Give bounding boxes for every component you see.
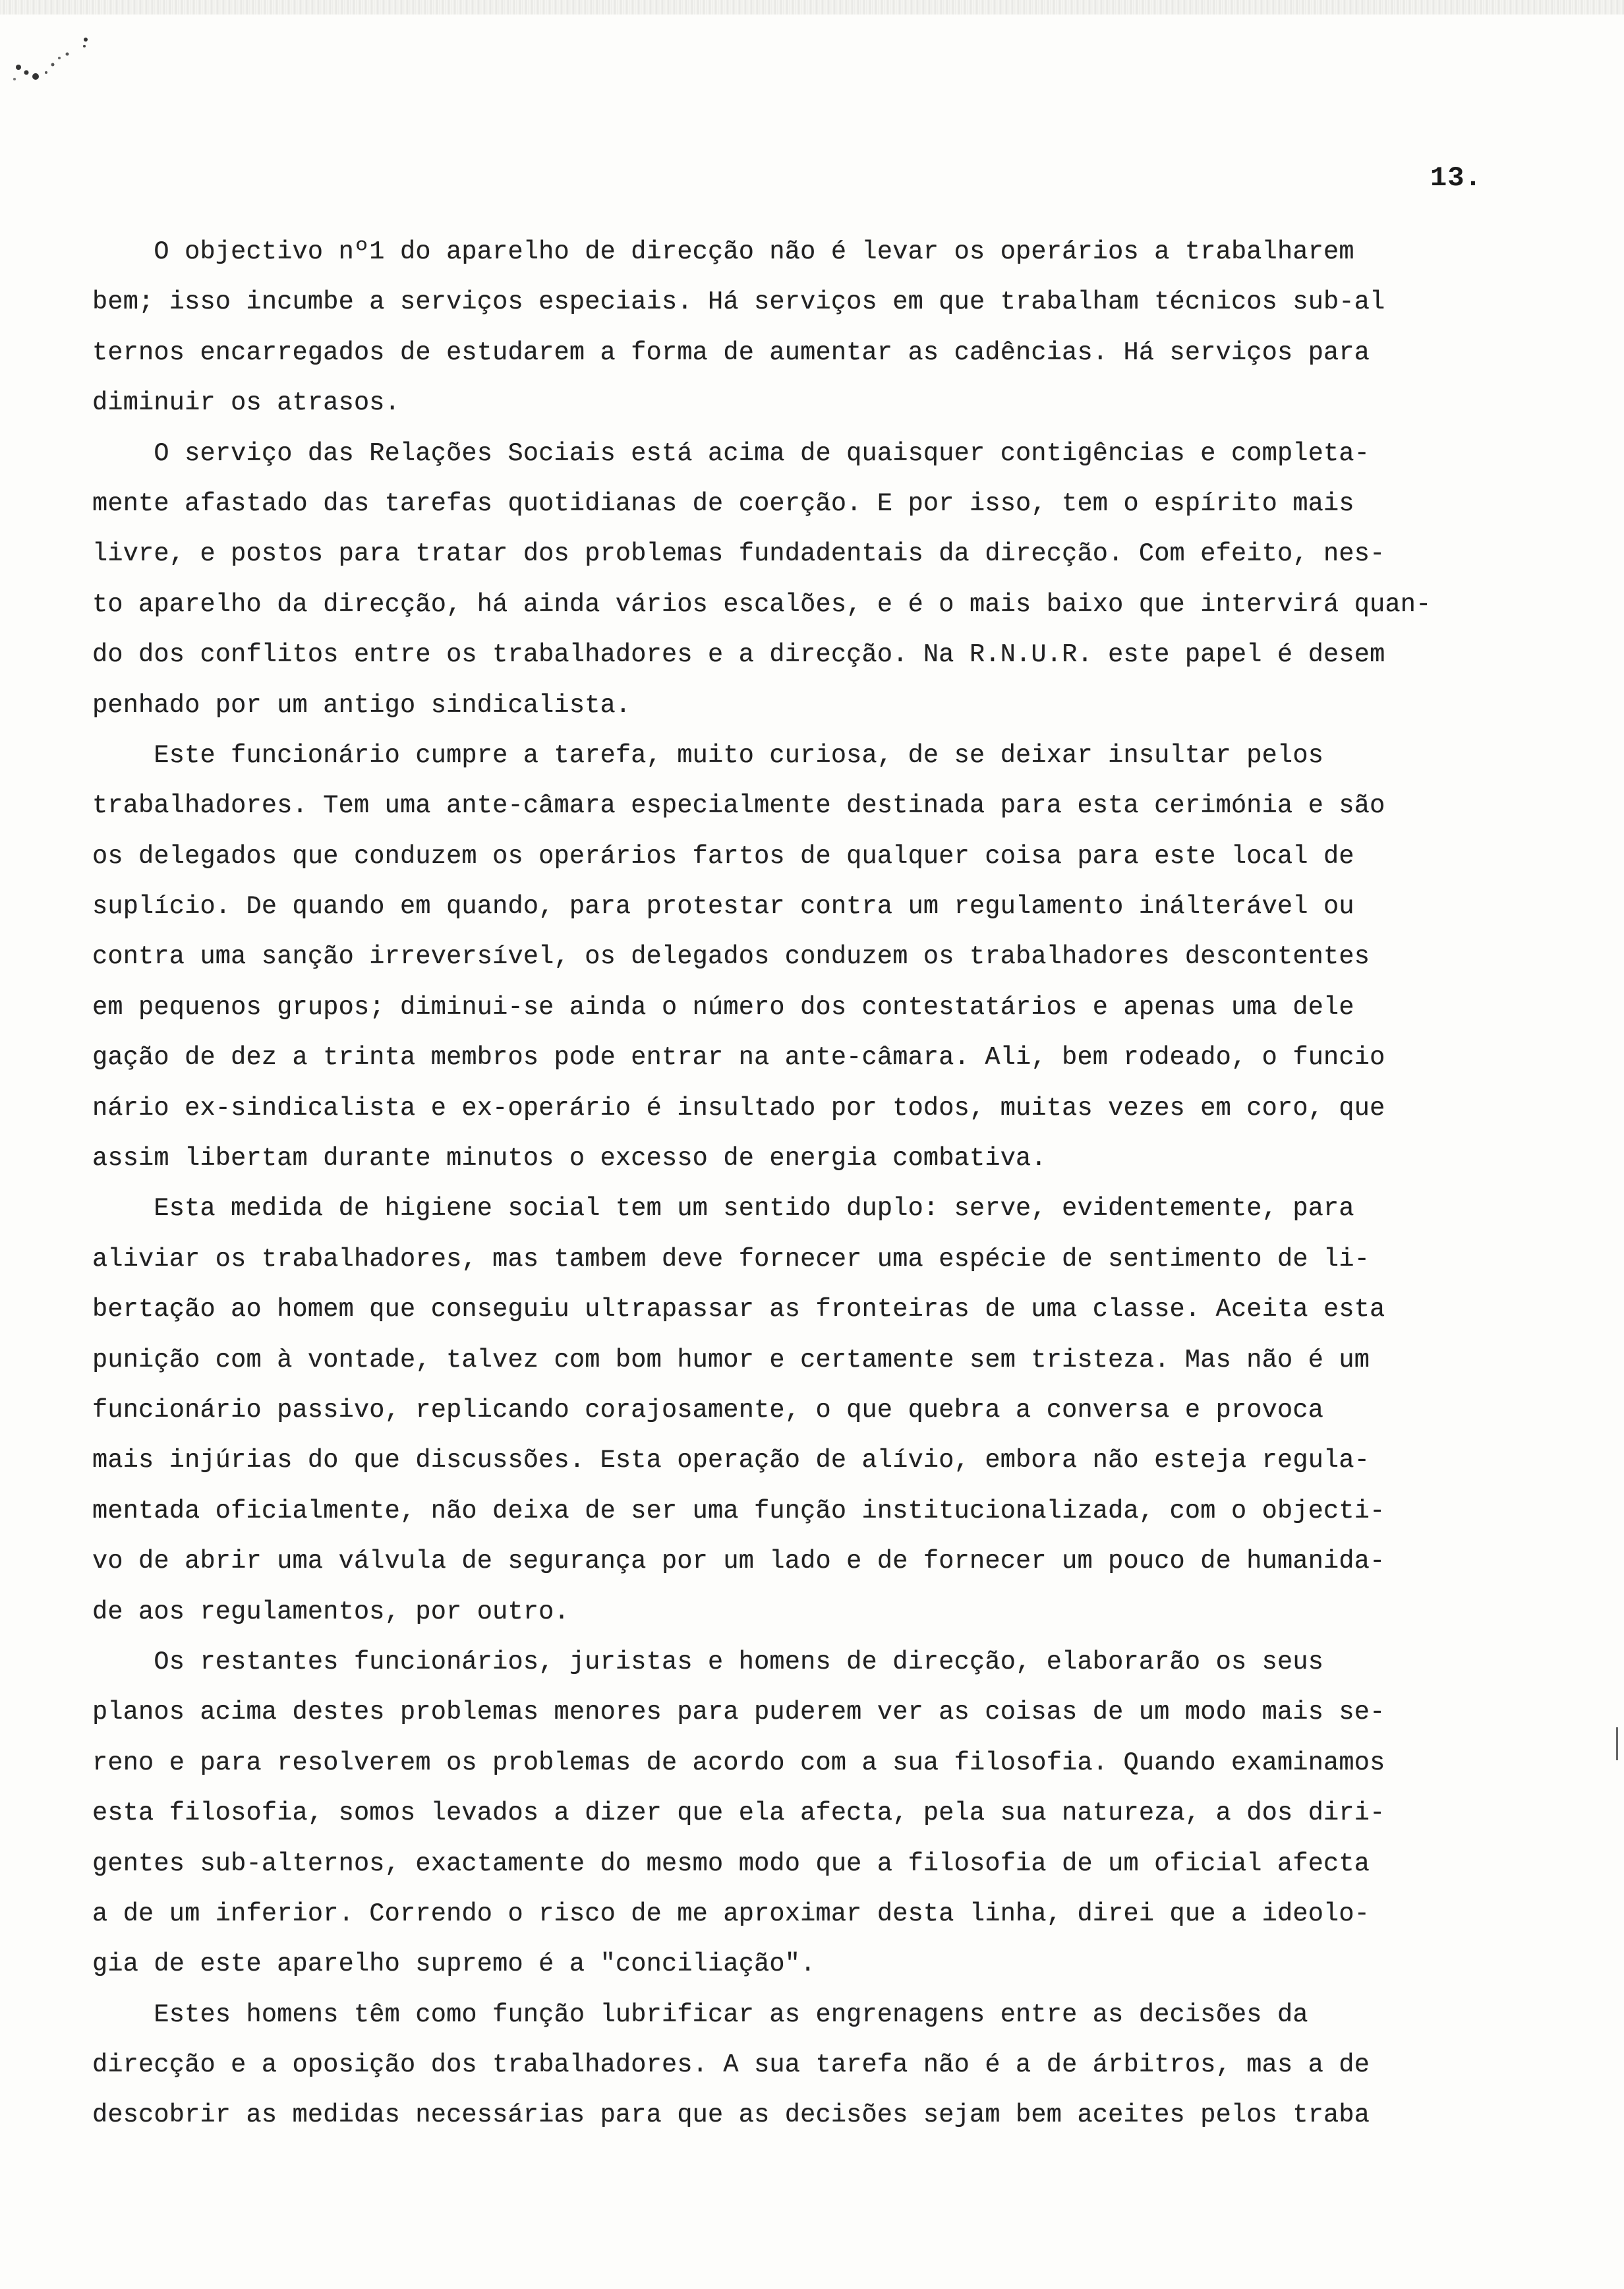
text-line: Os restantes funcionários, juristas e homens de direcção, elaborarão os seus [92,1647,1324,1677]
text-line: esta filosofia, somos levados a dizer que ela afecta, pela sua natureza, a dos diri- [92,1798,1385,1828]
text-line: planos acima destes problemas menores para puderem ver as coisas de um modo mais se- [92,1698,1385,1727]
text-line: aliviar os trabalhadores, mas tambem deve fornecer uma espécie de sentimento de li- [92,1244,1370,1274]
text-line: penhado por um antigo sindicalista. [92,690,631,720]
text-line: to aparelho da direcção, há ainda vários escalões, e é o mais baixo que intervirá quan- [92,589,1432,619]
text-line: suplício. De quando em quando, para protestar contra um regulamento inálterável ou [92,892,1354,922]
text-line: Este funcionário cumpre a tarefa, muito curiosa, de se deixar insultar pelos [92,740,1324,770]
text-line: trabalhadores. Tem uma ante-câmara especialmente destinada para esta cerimónia e são [92,791,1385,821]
text-line: assim libertam durante minutos o excesso de energia combativa. [92,1144,1047,1174]
text-line: gação de dez a trinta membros pode entrar na ante-câmara. Ali, bem rodeado, o funcio [92,1043,1385,1073]
text-line: descobrir as medidas necessárias para que as decisões sejam bem aceites pelos traba [92,2100,1370,2130]
text-line: O objectivo nº1 do aparelho de direcção não é levar os operários a trabalharem [92,237,1354,266]
scan-corner-marks [7,26,92,99]
text-line: Esta medida de higiene social tem um sentido duplo: serve, evidentemente, para [92,1194,1354,1224]
text-line: direcção e a oposição dos trabalhadores. A sua tarefa não é a de árbitros, mas a de [92,2050,1370,2080]
text-line: punição com à vontade, talvez com bom humor e certamente sem tristeza. Mas não é um [92,1345,1370,1375]
text-line: ternos encarregados de estudarem a forma de aumentar as cadências. Há serviços para [92,338,1370,367]
text-line: nário ex-sindicalista e ex-operário é insultado por todos, muitas vezes em coro, que [92,1093,1385,1123]
text-line: mente afastado das tarefas quotidianas de coerção. E por isso, tem o espírito mais [92,489,1354,518]
text-line: O serviço das Relações Sociais está acima de quaisquer contigências e completa- [92,438,1370,468]
text-line: bem; isso incumbe a serviços especiais. Há serviços em que trabalham técnicos sub-al [92,287,1385,317]
text-line: de aos regulamentos, por outro. [92,1597,569,1626]
text-line: a de um inferior. Correndo o risco de me aproximar desta linha, direi que a ideolo- [92,1899,1370,1928]
text-line: do dos conflitos entre os trabalhadores e a direcção. Na R.N.U.R. este papel é desem [92,640,1385,670]
text-line: gentes sub-alternos, exactamente do mesmo modo que a filosofia de um oficial afecta [92,1849,1370,1878]
body-text [92,227,1549,2141]
text-line: mais injúrias do que discussões. Esta operação de alívio, embora não esteja regula- [92,1446,1370,1475]
text-line: livre, e postos para tratar dos problemas fundadentais da direcção. Com efeito, nes- [92,539,1385,569]
text-line: em pequenos grupos; diminui-se ainda o número dos contestatários e apenas uma dele [92,992,1354,1022]
text-line: reno e para resolverem os problemas de acordo com a sua filosofia. Quando examinamos [92,1748,1385,1777]
text-line: contra uma sanção irreversível, os delegados conduzem os trabalhadores descontentes [92,942,1370,972]
scan-edge-mark [1616,1727,1618,1760]
text-line: os delegados que conduzem os operários fartos de qualquer coisa para este local de [92,841,1354,871]
page-number: 13. [1430,162,1482,194]
text-line: bertação ao homem que conseguiu ultrapassar as fronteiras de uma classe. Aceita esta [92,1295,1385,1324]
text-line: funcionário passivo, replicando corajosamente, o que quebra a conversa e provoca [92,1395,1324,1425]
text-line: gia de este aparelho supremo é a "conciliação". [92,1949,816,1979]
text-line: Estes homens têm como função lubrificar as engrenagens entre as decisões da [92,2000,1308,2029]
scan-edge-noise [0,0,1624,15]
text-line: mentada oficialmente, não deixa de ser uma função institucionalizada, com o objecti- [92,1496,1385,1526]
text-line: vo de abrir uma válvula de segurança por um lado e de fornecer um pouco de humanida- [92,1547,1385,1576]
text-line: diminuir os atrasos. [92,388,401,418]
